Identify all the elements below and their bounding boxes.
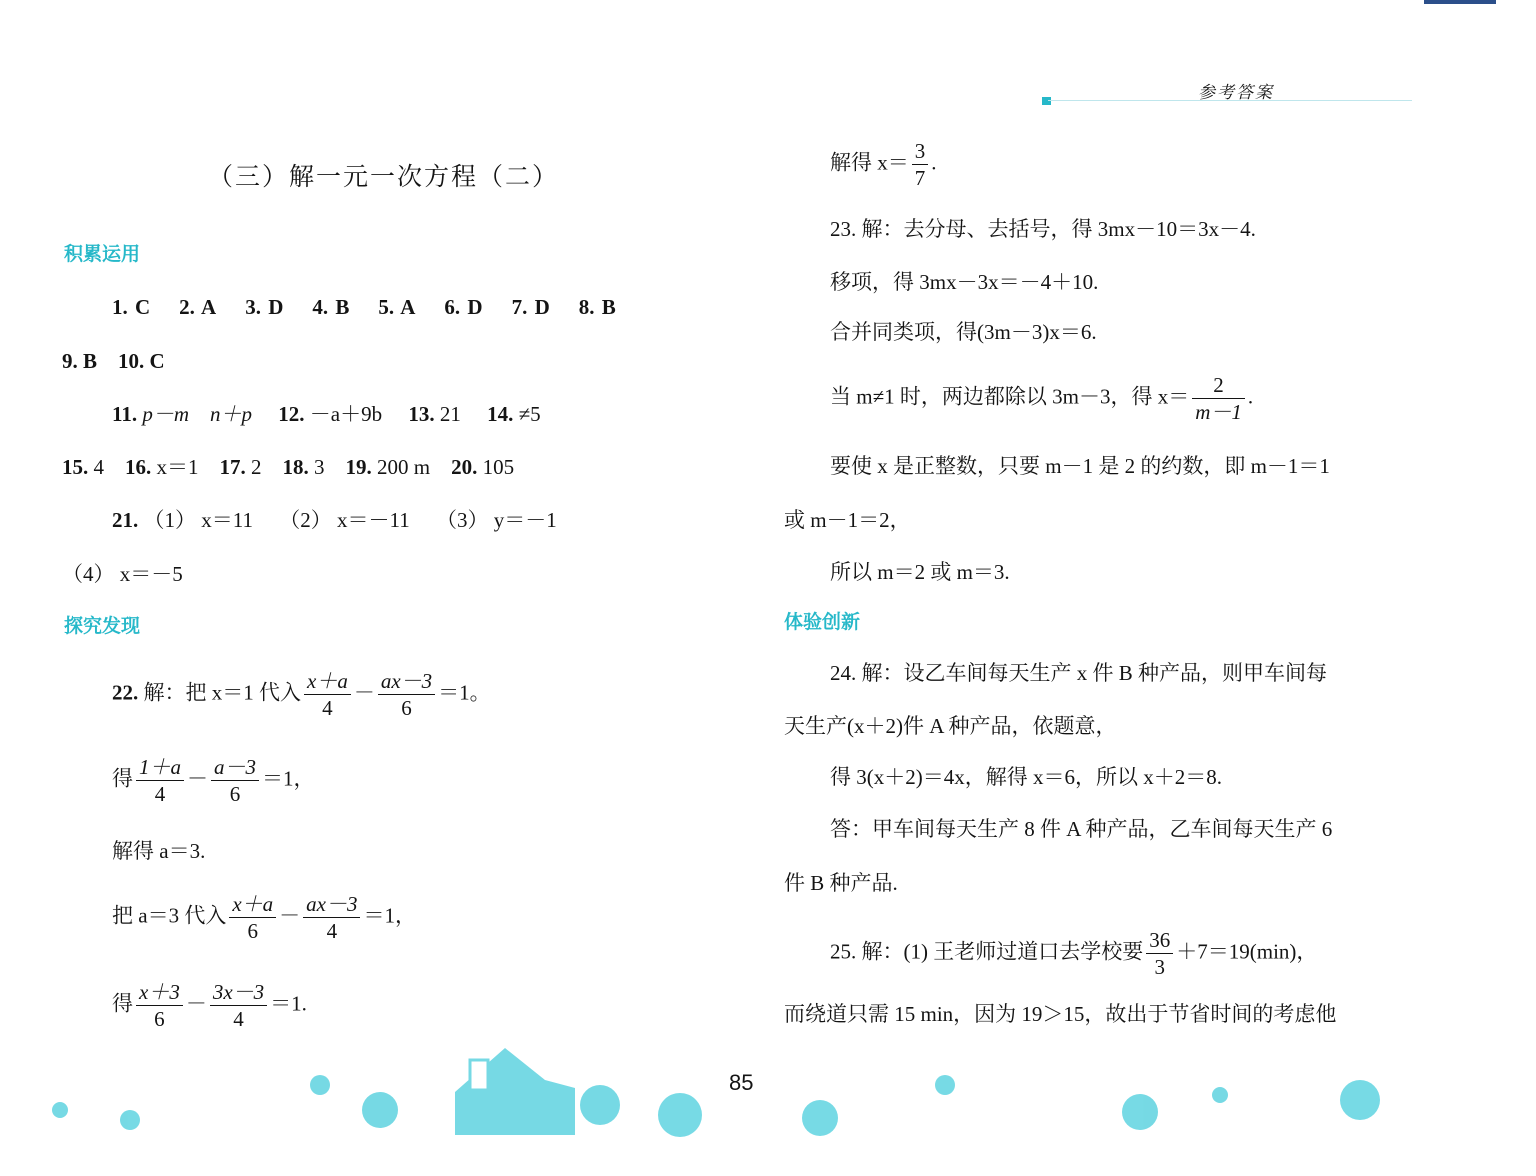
q23-line-6: 或 m－1＝2， [784,508,911,532]
tree-icon [658,1093,702,1137]
q19-answer: 200 m [377,455,431,479]
q17-num: 17. [219,455,246,479]
equation-tail: ＝1。 [438,680,491,705]
numerator: ax－3 [380,669,433,693]
ans-8: 8. B [578,295,616,319]
ans-10: 10. C [118,349,165,373]
minus-sign: － [185,991,207,1016]
ans-5: 5. A [378,295,416,319]
section-heading-explore: 探究发现 [64,615,141,637]
q23-line-5: 要使 x 是正整数，只要 m－1 是 2 的约数，即 m－1＝1 [830,454,1330,478]
q14-num: 14. [487,402,514,426]
q23-line-7: 所以 m＝2 或 m＝3. [830,560,1010,584]
q22-get: 得 [112,766,133,791]
snowflake-icon [120,1110,140,1130]
q18-num: 18. [282,455,309,479]
numerator: x＋a [232,892,274,916]
q11-answer: p－m n＋p [142,402,253,426]
ans-9: 9. B [62,349,98,373]
q25-text: 25. 解：(1) 王老师过道口去学校要 [830,939,1144,964]
q22-substitute: 把 a＝3 代入 [112,903,227,928]
q24-line-3: 得 3(x＋2)＝4x，解得 x＝6，所以 x＋2＝8. [830,765,1222,789]
header-label: 参考答案 [1198,83,1274,103]
ans-4: 4. B [312,295,350,319]
snowflake-icon [310,1075,330,1095]
denominator: 4 [154,782,166,807]
q21-part-3: （3） y＝－1 [435,508,557,532]
q16-num: 16. [125,455,152,479]
q24-line-5: 件 B 种产品. [784,871,898,895]
numerator: 1＋a [139,755,181,779]
q22-get: 得 [112,991,133,1016]
tree-icon [802,1100,838,1136]
q22-line-2 [112,756,315,805]
numerator: 3x－3 [212,980,265,1004]
q13-answer: 21 [439,402,461,426]
q25-line-1 [830,929,1317,978]
equation-tail: ＝1. [270,991,307,1016]
q22-result-text: 解得 x＝ [830,150,909,175]
fraction [136,756,184,805]
denominator: 6 [247,919,258,944]
fraction [304,670,351,719]
fraction [378,670,435,719]
q11-num: 11. [112,402,138,426]
minus-sign: － [353,680,375,705]
q25-equation-tail: ＋7＝19(min)， [1176,939,1318,964]
equation-tail: ＝1， [363,903,416,928]
q12-num: 12. [278,402,305,426]
ans-6: 6. D [444,295,483,319]
q22-line-3: 解得 a＝3. [112,839,206,863]
denominator: 7 [914,166,926,191]
section-heading-accumulate: 积累运用 [64,243,141,265]
q13-num: 13. [408,402,435,426]
tree-icon [580,1085,620,1125]
fraction [211,756,259,805]
q18-answer: 3 [314,455,325,479]
fraction [303,893,360,942]
numerator: a－3 [214,755,256,779]
header-marker [1042,97,1051,105]
q19-num: 19. [345,455,372,479]
answer-line-2 [62,351,165,372]
q23-line-3: 合并同类项，得(3m－3)x＝6. [830,320,1097,344]
numerator: 2 [1192,374,1245,399]
fraction [1192,374,1245,423]
numerator: 3 [912,140,929,165]
q22-line-1 [112,670,491,719]
snowflake-icon [935,1075,955,1095]
q16-answer: x＝1 [156,455,199,479]
tree-icon [362,1092,398,1128]
section-title: （三）解一元一次方程（二） [208,162,560,191]
denominator: 6 [401,696,412,721]
answer-line-4 [62,457,514,478]
q25-line-2: 而绕道只需 15 min，因为 19＞15，故出于节省时间的考虑他 [784,1002,1337,1026]
answer-line-3 [112,404,541,425]
fraction [136,981,183,1030]
fraction [912,140,929,189]
q14-answer: ≠5 [518,402,541,426]
q12-answer: －a＋9b [309,402,383,426]
q23-line-1: 23. 解：去分母、去括号，得 3mx－10＝3x－4. [830,217,1256,241]
denominator: 4 [326,919,338,944]
q21-part-4: （4） x＝－5 [62,562,183,586]
denominator: 6 [154,1007,165,1032]
q22-line-4 [112,893,416,942]
q20-num: 20. [451,455,478,479]
q17-answer: 2 [251,455,262,479]
denominator: 4 [233,1007,244,1032]
numerator: ax－3 [306,892,358,916]
equation-tail: ＝1， [262,766,315,791]
numerator: x＋3 [139,980,180,1004]
answer-line-5 [112,510,557,531]
minus-sign: － [187,766,208,791]
denominator: 3 [1154,955,1165,980]
section-heading-experience: 体验创新 [784,611,861,633]
q24-line-4: 答：甲车间每天生产 8 件 A 种产品，乙车间每天生产 6 [830,817,1333,841]
period: . [931,150,937,175]
numerator: 36 [1146,929,1173,954]
denominator: 4 [322,696,333,721]
q15-answer: 4 [93,455,104,479]
winter-scene-decoration [0,1040,1536,1176]
tree-icon [1340,1080,1380,1120]
q20-answer: 105 [482,455,515,479]
top-edge-bar [1424,0,1496,4]
fraction [210,981,267,1030]
snowflake-icon [52,1102,68,1118]
q24-line-2: 天生产(x＋2)件 A 种产品，依题意， [784,714,1117,738]
q21-part-1: （1） x＝11 [143,508,253,532]
q23-line-4 [830,374,1253,423]
q24-line-1: 24. 解：设乙车间每天生产 x 件 B 种产品，则甲车间每 [830,661,1328,685]
q22-line-5 [112,981,307,1030]
minus-sign: － [279,903,301,928]
tree-icon [1122,1094,1158,1130]
denominator: m－1 [1195,400,1242,425]
q22-num: 22. [112,680,139,705]
fraction [1146,929,1173,978]
fraction [229,893,276,942]
denominator: 6 [229,782,241,807]
q22-result [830,140,937,189]
ans-2: 2. A [179,295,217,319]
q21-num: 21. [112,508,139,532]
period: . [1247,384,1254,409]
q15-num: 15. [62,455,89,479]
numerator: x＋a [307,669,348,693]
ans-1: 1. C [112,295,151,319]
q22-intro: 解：把 x＝1 代入 [143,680,301,705]
page-number: 85 [729,1070,754,1095]
snowflake-icon [1212,1087,1228,1103]
ans-7: 7. D [511,295,550,319]
q23-line-2: 移项，得 3mx－3x＝－4＋10. [830,270,1099,294]
q23-divide-text: 当 m≠1 时，两边都除以 3m－3，得 x＝ [830,384,1190,409]
chimney-icon [470,1060,488,1090]
ans-3: 3. D [245,295,284,319]
answer-line-1 [112,297,616,318]
q21-part-2: （2） x＝－11 [279,508,410,532]
